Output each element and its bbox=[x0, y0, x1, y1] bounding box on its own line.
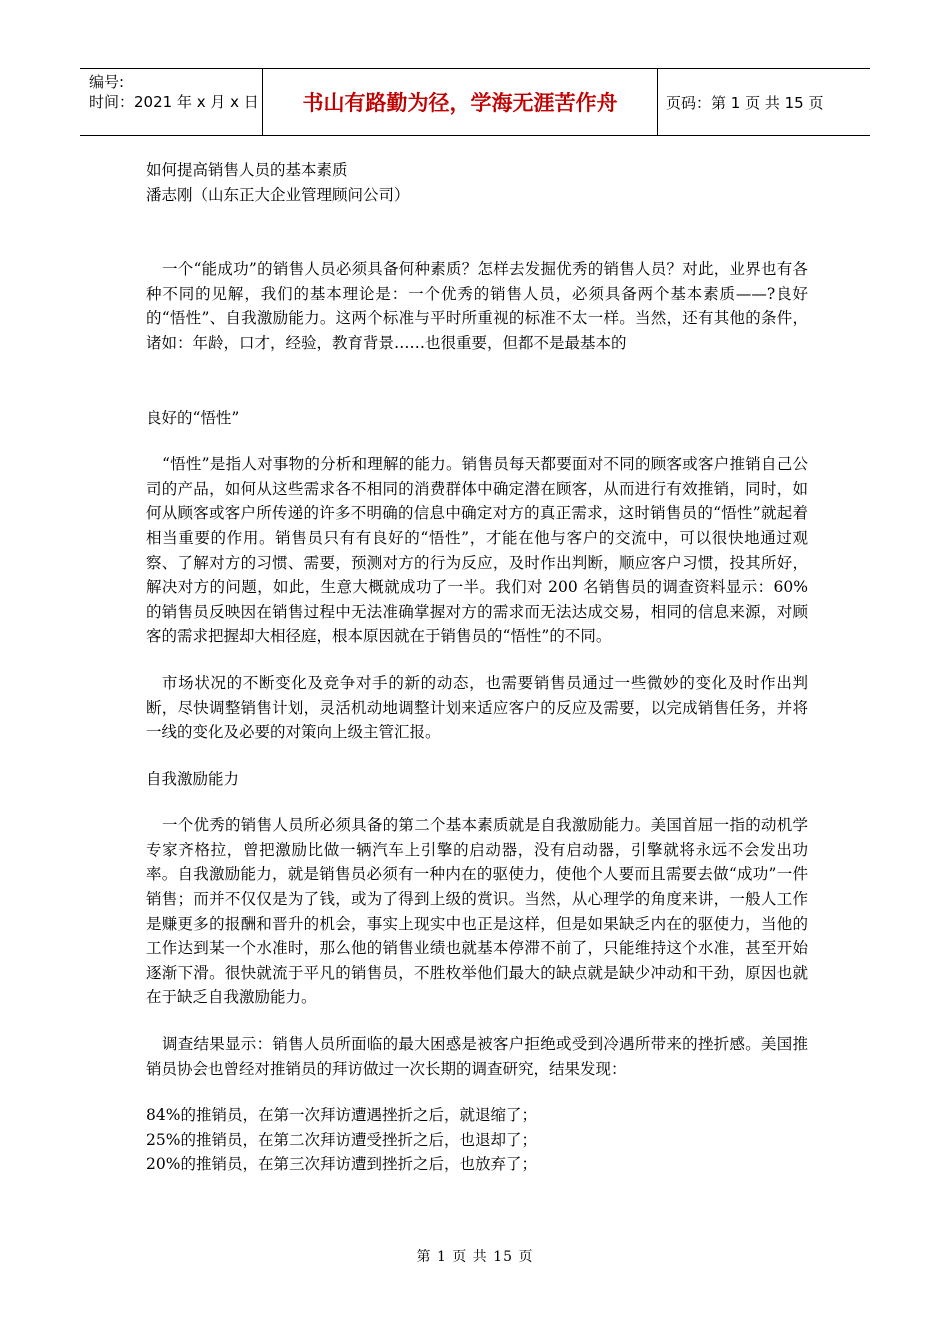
section2-paragraph-1: 一个优秀的销售人员所必须具备的第二个基本素质就是自我激励能力。美国首屈一指的动机学专家齐格拉，曾把激励比做一辆汽车上引擎的启动器，没有启动器，引擎就将永远不会发出功率。自我激励能力，就是销售员必须有一种内在的驱使力，使他个人要而且需要去做“成功”一件销售；而并不仅仅是为了钱，或为了得到上级的赏识。当然，从心理学的角度来讲，一般人工作是赚更多的报酬和晋升的机会，事实上现实中也正是这样，但是如果缺乏内在的驱使力，当他的工作达到某一个水准时，那么他的销售业绩也就基本停滞不前了，只能维持这个水准，甚至开始逐渐下滑。很快就流于平凡的销售员，不胜枚举他们最大的缺点就是缺少冲动和干劲，原因也就在于缺乏自我激励能力。 bbox=[146, 816, 808, 1007]
article-title: 如何提高销售人员的基本素质 bbox=[146, 161, 348, 179]
spacer bbox=[146, 1081, 808, 1103]
stat-line: 20%的推销员，在第三次拜访遭到挫折之后，也放弃了； bbox=[146, 1155, 537, 1174]
page-footer bbox=[0, 1246, 950, 1266]
article-author: 潘志刚（山东正大企业管理顾问公司） bbox=[146, 185, 410, 204]
spacer bbox=[146, 649, 808, 671]
section1-paragraph-2: 市场状况的不断变化及竞争对手的新的动态，也需要销售员通过一些微妙的变化及时作出判断，尽快调整销售计划，灵活机动地调整计划来适应客户的反应及需要，以完成销售任务，并将一线的变化及必要的对策向上级主管汇报。 bbox=[146, 673, 808, 742]
header-meta-cell bbox=[80, 69, 263, 135]
stat-line: 25%的推销员，在第二次拜访遭受挫折之后，也退却了； bbox=[146, 1130, 537, 1149]
document-header bbox=[80, 68, 870, 136]
motto-text: 书山有路勤为径，学海无涯苦作舟 bbox=[302, 91, 618, 115]
time-label: 时间：2021 年 x 月 x 日 bbox=[89, 93, 259, 111]
spacer bbox=[146, 1010, 808, 1032]
stat-line: 84%的推销员，在第一次拜访遭遇挫折之后，就退缩了； bbox=[146, 1106, 537, 1125]
spacer bbox=[146, 791, 808, 813]
section2-paragraph-2: 调查结果显示：销售人员所面临的最大困惑是被客户拒绝或受到冷遇所带来的挫折感。美国推销员协会也曾经对推销员的拜访做过一次长期的调查研究，结果发现： bbox=[146, 1035, 808, 1078]
article-body bbox=[146, 158, 808, 1177]
spacer bbox=[146, 207, 808, 257]
number-label: 编号: bbox=[89, 73, 125, 91]
section-heading-wuxing: 良好的“悟性” bbox=[146, 408, 240, 427]
page-info: 页码：第 1 页 共 15 页 bbox=[666, 93, 824, 112]
header-motto-cell bbox=[263, 69, 658, 135]
spacer bbox=[146, 356, 808, 406]
spacer bbox=[146, 430, 808, 452]
intro-paragraph: 一个“能成功”的销售人员必须具备何种素质？怎样去发掘优秀的销售人员？对此，业界也有各种不同的见解，我们的基本理论是：一个优秀的销售人员，必须具备两个基本素质——?良好的“悟性”、自我激励能力。这两个标准与平时所重视的标准不太一样。当然，还有其他的条件，诸如：年龄，口才，经验，教育背景……也很重要，但都不是最基本的 bbox=[146, 260, 808, 352]
header-page-cell bbox=[658, 69, 870, 135]
footer-page-number: 第 1 页 共 15 页 bbox=[416, 1249, 534, 1265]
spacer bbox=[146, 745, 808, 767]
section-heading-self-motivation: 自我激励能力 bbox=[146, 769, 240, 788]
section1-paragraph-1: “悟性”是指人对事物的分析和理解的能力。销售员每天都要面对不同的顾客或客户推销自己公司的产品，如何从这些需求各不相同的消费群体中确定潜在顾客，从而进行有效推销，同时，如何从顾客或客户所传递的许多不明确的信息中确定对方的真正需求，这时销售员的“悟性”就起着相当重要的作用。销售员只有有良好的“悟性”，才能在他与客户的交流中，可以很快地通过观察、了解对方的习惯、需要，预测对方的行为反应，及时作出判断，顺应客户习惯，投其所好，解决对方的问题，如此，生意大概就成功了一半。我们对 200 名销售员的调查资料显示：60%的销售员反映因在销售过程中无法准确掌握对方的需求而无法达成交易，相同的信息来源，对顾客的需求把握却大相径庭，根本原因就在于销售员的“悟性”的不同。 bbox=[146, 455, 808, 646]
